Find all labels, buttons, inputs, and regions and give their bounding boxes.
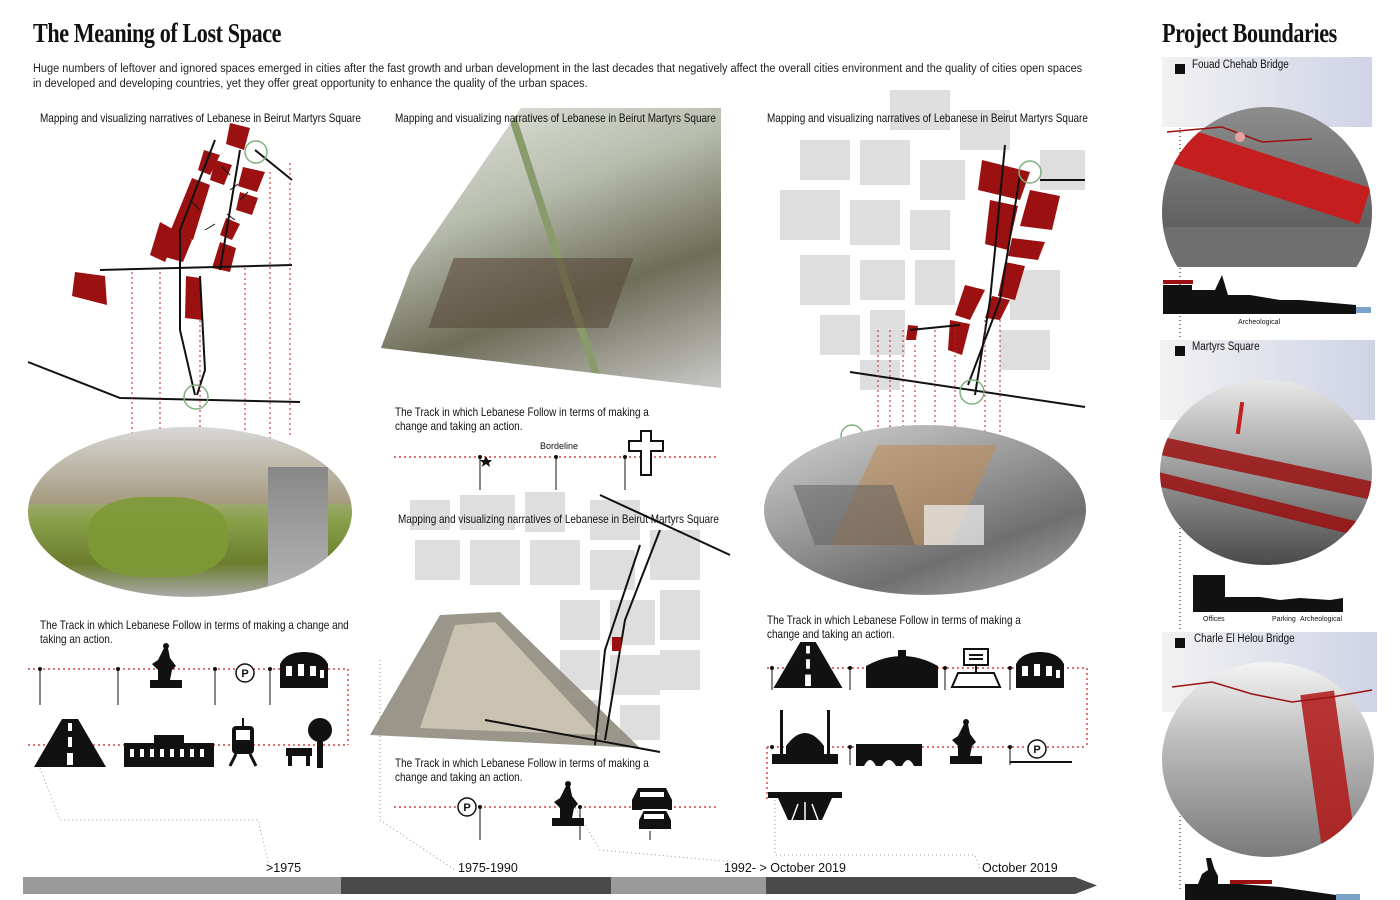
boundary-2-section-label-parking: Parking xyxy=(1272,616,1296,623)
timeline-label-4: October 2019 xyxy=(982,861,1058,875)
timeline-label-3: 1992- > October 2019 xyxy=(724,861,846,875)
p4-track-caption: The Track in which Lebanese Follow in terms of making a change and taking an action. xyxy=(767,614,1021,641)
timeline-label-2: 1975-1990 xyxy=(458,861,518,875)
boundary-3-label: Charle El Helou Bridge xyxy=(1194,633,1295,645)
p3-track-caption: The Track in which Lebanese Follow in terms of making a change and taking an action. xyxy=(395,757,649,784)
boundary-2-section-label-offices: Offices xyxy=(1203,616,1225,623)
p2-map-caption: Mapping and visualizing narratives of Lebanese in Beirut Martyrs Square xyxy=(395,112,716,125)
svg-text:P: P xyxy=(241,668,249,680)
timeline-label-1: >1975 xyxy=(266,861,302,875)
boundary-1-label: Fouad Chehab Bridge xyxy=(1192,59,1289,71)
p3-map-caption: Mapping and visualizing narratives of Lebanese in Beirut Martyrs Square xyxy=(398,513,719,526)
svg-text:P: P xyxy=(463,802,471,814)
p1-track-caption: The Track in which Lebanese Follow in terms of making a change and taking an action. xyxy=(40,619,349,646)
page-title: The Meaning of Lost Space xyxy=(33,18,282,48)
boundaries-title: Project Boundaries xyxy=(1162,18,1337,48)
boundary-2-label: Martyrs Square xyxy=(1192,341,1260,353)
p1-map-caption: Mapping and visualizing narratives of Lebanese in Beirut Martyrs Square xyxy=(40,112,361,125)
boundary-1-section-label: Archeological xyxy=(1238,319,1281,326)
bordeline-label: Bordeline xyxy=(540,441,579,451)
boundary-2-section-label-archeological: Archeological xyxy=(1300,616,1343,623)
svg-text:P: P xyxy=(1033,744,1041,756)
intro-paragraph: Huge numbers of leftover and ignored spaces emerged in cities after the fast growth and urban development in the last decades that negatively affect the overall cities environment and the quality of cities open spaces in developed and developing countries, yet they offer great opportunity to enhance the quality of the urban spaces. xyxy=(33,61,1083,90)
p4-map-caption: Mapping and visualizing narratives of Lebanese in Beirut Martyrs Square xyxy=(767,112,1088,125)
p2-track-caption: The Track in which Lebanese Follow in terms of making a change and taking an action. xyxy=(395,406,649,433)
